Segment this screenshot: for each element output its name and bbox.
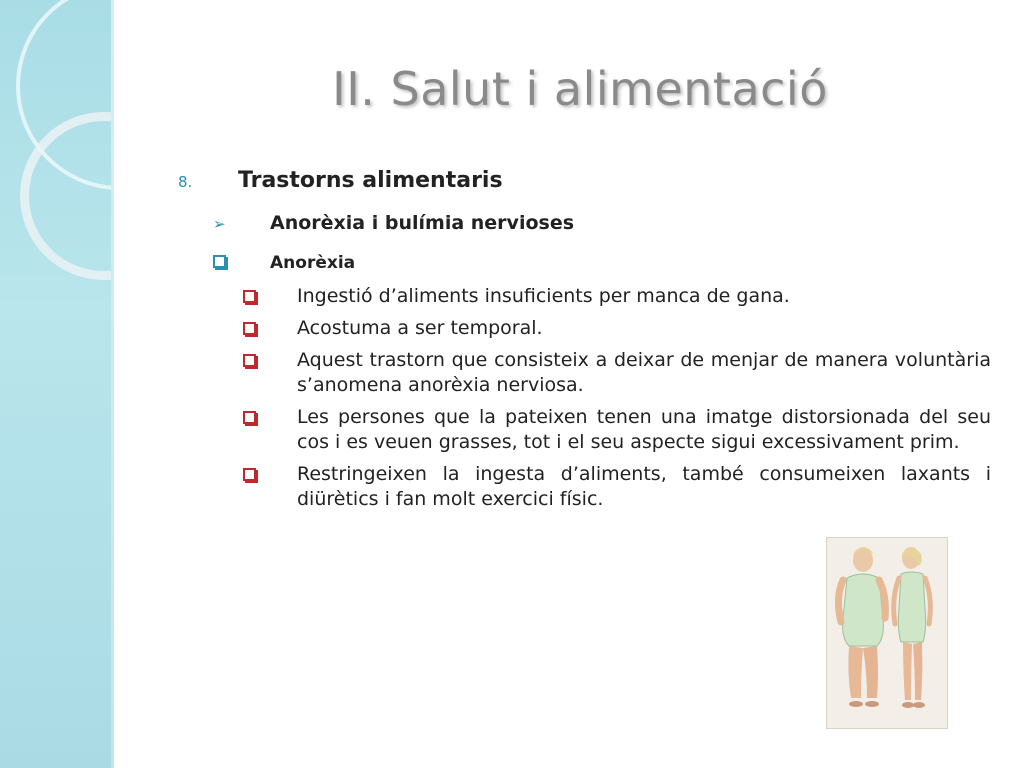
arrow-bullet-icon: ➢ <box>213 215 226 233</box>
bullet-text: Restringeixen la ingesta d’aliments, també consumeixen laxants i diürètics i fan molt exercici físic. <box>297 463 991 510</box>
bullet-text: Acostuma a ser temporal. <box>297 317 543 339</box>
checkbox-bullet-icon <box>243 350 256 375</box>
subheading: Anorèxia i bulímia nervioses <box>270 212 575 234</box>
list-item <box>241 316 991 341</box>
section-number: 8. <box>178 173 193 191</box>
band-edge <box>111 0 114 768</box>
checkbox-bullet-icon <box>243 407 256 432</box>
list-item <box>241 462 991 512</box>
section-heading: Trastorns alimentaris <box>238 168 503 193</box>
bullet-text: Les persones que la pateixen tenen una imatge distorsionada del seu cos i es veuen grasses, tot i el seu aspecte sigui excessivament prim. <box>297 406 991 453</box>
decorative-side-band <box>0 0 114 768</box>
checkbox-bullet-icon <box>213 254 270 272</box>
bullet-text: Ingestió d’aliments insuficients per manca de gana. <box>297 285 790 307</box>
illustration-two-women-icon <box>826 537 948 729</box>
subsection-heading: Anorèxia <box>270 253 356 273</box>
subsection-row <box>213 253 355 273</box>
bullet-list <box>241 284 991 519</box>
checkbox-bullet-icon <box>243 318 256 343</box>
checkbox-bullet-icon <box>243 286 256 311</box>
slide-title: II. Salut i alimentació <box>332 62 828 116</box>
subheading-row <box>213 212 574 234</box>
list-item <box>241 405 991 455</box>
bullet-text: Aquest trastorn que consisteix a deixar de menjar de manera voluntària s’anomena anorèxia nerviosa. <box>297 349 991 396</box>
list-item <box>241 348 991 398</box>
list-item <box>241 284 991 309</box>
section-heading-row <box>178 168 503 193</box>
checkbox-bullet-icon <box>243 464 256 489</box>
